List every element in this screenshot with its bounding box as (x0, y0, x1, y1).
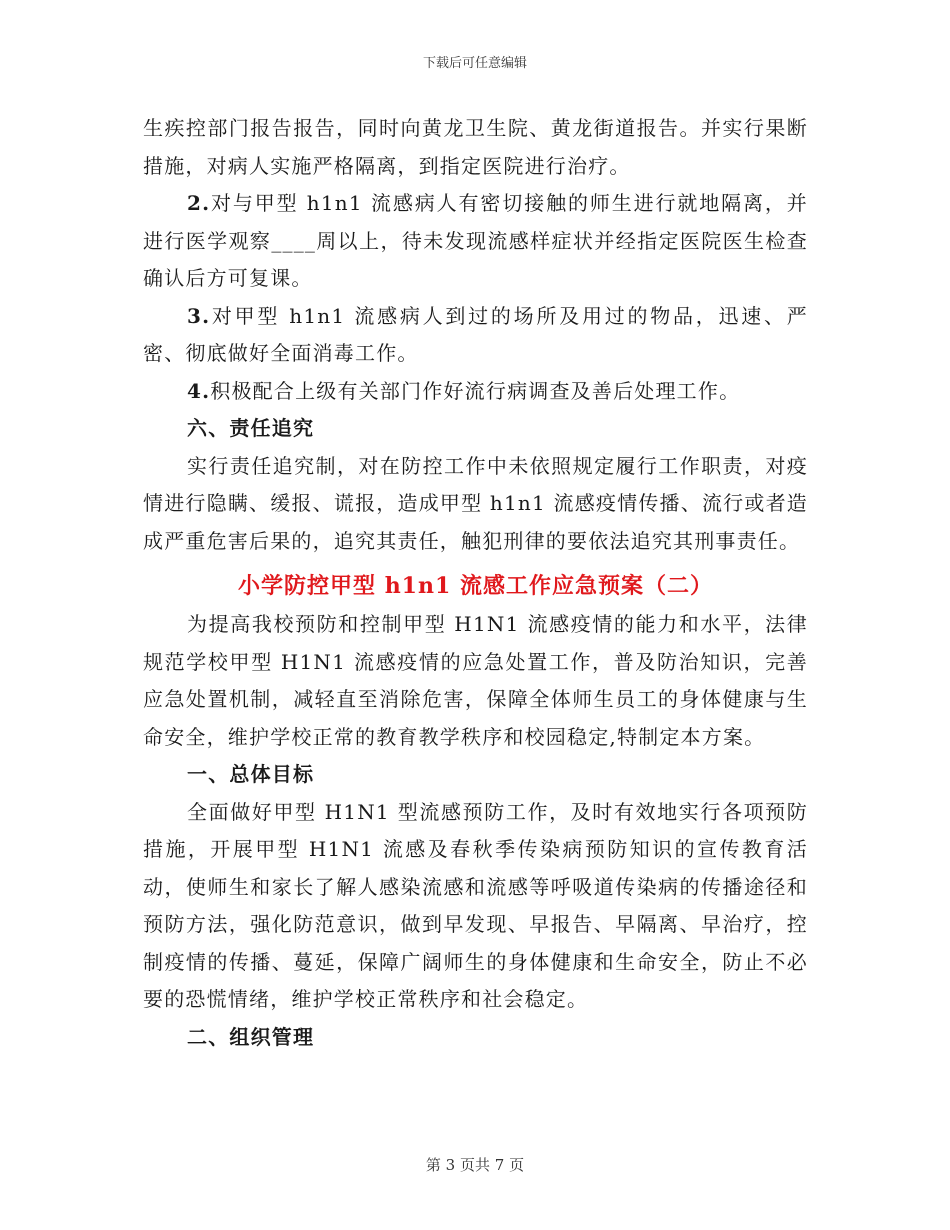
list-item-4 (143, 373, 808, 411)
list-number: 2. (187, 191, 211, 215)
paragraph-accountability: 实行责任追究制，对在防控工作中未依照规定履行工作职责，对疫情进行隐瞒、缓报、谎报，造成甲型 h1n1 流感疫情传播、流行或者造成严重危害后果的，追究其责任，触犯刑律的要依法追究其刑事责任。 (143, 453, 808, 553)
paragraph-report-continuation: 生疾控部门报告报告，同时向黄龙卫生院、黄龙街道报告。并实行果断措施，对病人实施严格隔离，到指定医院进行治疗。 (143, 116, 808, 178)
list-number: 4. (187, 378, 211, 403)
list-text: 对与甲型 h1n1 流感病人有密切接触的师生进行就地隔离，并进行医学观察____周以上，待未发现流感样症状并经指定医院医生检查确认后方可复课。 (143, 191, 808, 290)
section-heading-organization: 二、组织管理 (187, 1024, 315, 1049)
list-number: 3. (187, 303, 211, 328)
page-footer: 第 3 页共 7 页 (425, 1156, 525, 1174)
paragraph-intro: 为提高我校预防和控制甲型 H1N1 流感疫情的能力和水平，法律规范学校甲型 H1N1 流感疫情的应急处置工作，普及防治知识，完善应急处置机制，减轻直至消除危害，保障全体师生员工的身体健康与生命安全，维护学校正常的教育教学秩序和校园稳定,特制定本方案。 (143, 612, 808, 749)
list-text: 对甲型 h1n1 流感病人到过的场所及用过的物品，迅速、严密、彻底做好全面消毒工作。 (143, 303, 808, 365)
paragraph-overall-goal: 全面做好甲型 H1N1 型流感预防工作，及时有效地实行各项预防措施，开展甲型 H1N1 流感及春秋季传染病预防知识的宣传教育活动，使师生和家长了解人感染流感和流感等呼吸道传染病的传播途径和预防方法，强化防范意识，做到早发现、早报告、早隔离、早治疗，控制疫情的传播、蔓延，保障广阔师生的身体健康和生命安全，防止不必要的恐慌情绪，维护学校正常秩序和社会稳定。 (143, 799, 808, 1011)
list-item-3 (143, 298, 808, 373)
list-text: 积极配合上级有关部门作好流行病调查及善后处理工作。 (210, 378, 741, 403)
document-title: 小学防控甲型 h1n1 流感工作应急预案（二） (238, 573, 713, 599)
section-heading-overall-goal: 一、总体目标 (187, 762, 315, 786)
list-item-2 (143, 185, 808, 298)
section-heading-accountability: 六、责任追究 (187, 416, 315, 440)
page-header: 下载后可任意编辑 (422, 56, 527, 71)
document-body (143, 110, 808, 1056)
